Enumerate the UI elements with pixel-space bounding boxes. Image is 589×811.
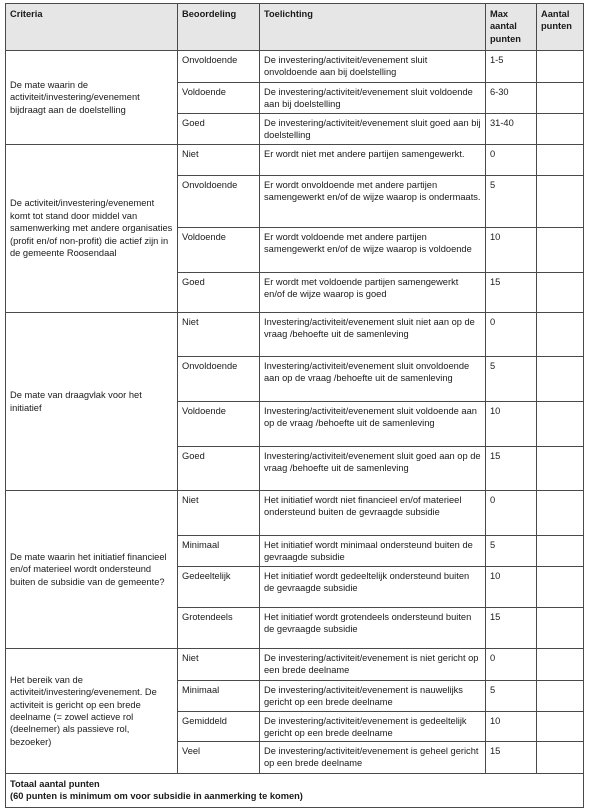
beoordeling-cell: Goed: [178, 273, 260, 313]
max-punten-cell: 0: [486, 491, 537, 536]
toelichting-cell: De investering/activiteit/evenement is nauwelijks gericht op een brede deelname: [260, 681, 486, 712]
toelichting-cell: Investering/activiteit/evenement sluit voldoende aan op de vraag /behoefte uit de samenleving: [260, 402, 486, 447]
table-header-row: [6, 4, 584, 51]
max-punten-cell: 5: [486, 536, 537, 567]
table-row: [6, 313, 584, 357]
header-toelichting: Toelichting: [260, 4, 486, 51]
table-row: [6, 649, 584, 681]
beoordeling-cell: Gemiddeld: [178, 712, 260, 742]
header-beoordeling: Beoordeling: [178, 4, 260, 51]
beoordeling-cell: Niet: [178, 649, 260, 681]
aantal-punten-cell[interactable]: [537, 313, 584, 357]
toelichting-cell: Er wordt met voldoende partijen samengewerkt en/of de wijze waarop is goed: [260, 273, 486, 313]
max-punten-cell: 0: [486, 649, 537, 681]
aantal-punten-cell[interactable]: [537, 176, 584, 228]
aantal-punten-cell[interactable]: [537, 228, 584, 273]
aantal-punten-cell[interactable]: [537, 273, 584, 313]
toelichting-cell: Er wordt niet met andere partijen samengewerkt.: [260, 145, 486, 176]
max-punten-cell: 15: [486, 742, 537, 774]
max-punten-cell: 15: [486, 608, 537, 649]
beoordeling-cell: Gedeeltelijk: [178, 567, 260, 608]
toelichting-cell: Het initiatief wordt grotendeels ondersteund buiten de gevraagde subsidie: [260, 608, 486, 649]
max-punten-cell: 0: [486, 313, 537, 357]
criterion-cell: Het bereik van de activiteit/investering/evenement. De activiteit is gericht op een brede deelname (= zowel actieve rol (deelnemer) als passieve rol, bezoeker): [6, 649, 178, 774]
total-note: (60 punten is minimum om voor subsidie in aanmerking te komen): [10, 791, 303, 802]
beoordeling-cell: Minimaal: [178, 681, 260, 712]
toelichting-cell: Het initiatief wordt gedeeltelijk ondersteund buiten de gevraagde subsidie: [260, 567, 486, 608]
header-max-punten: Max aantal punten: [486, 4, 537, 51]
table-row: [6, 51, 584, 83]
aantal-punten-cell[interactable]: [537, 447, 584, 491]
toelichting-cell: Er wordt voldoende met andere partijen samengewerkt en/of de wijze waarop is voldoende: [260, 228, 486, 273]
beoordeling-cell: Niet: [178, 145, 260, 176]
aantal-punten-cell[interactable]: [537, 649, 584, 681]
toelichting-cell: Het initiatief wordt minimaal ondersteund buiten de gevraagde subsidie: [260, 536, 486, 567]
aantal-punten-cell[interactable]: [537, 145, 584, 176]
max-punten-cell: 15: [486, 273, 537, 313]
max-punten-cell: 10: [486, 402, 537, 447]
max-punten-cell: 0: [486, 145, 537, 176]
table-row: [6, 491, 584, 536]
max-punten-cell: 6-30: [486, 83, 537, 114]
max-punten-cell: 10: [486, 228, 537, 273]
max-punten-cell: 15: [486, 447, 537, 491]
toelichting-cell: Het initiatief wordt niet financieel en/of materieel ondersteund buiten de gevraagde subsidie: [260, 491, 486, 536]
aantal-punten-cell[interactable]: [537, 742, 584, 774]
max-punten-cell: 31-40: [486, 114, 537, 145]
beoordeling-cell: Voldoende: [178, 83, 260, 114]
beoordeling-cell: Minimaal: [178, 536, 260, 567]
beoordeling-cell: Goed: [178, 447, 260, 491]
toelichting-cell: De investering/activiteit/evenement sluit onvoldoende aan bij doelstelling: [260, 51, 486, 83]
toelichting-cell: De investering/activiteit/evenement sluit goed aan bij doelstelling: [260, 114, 486, 145]
beoordeling-cell: Voldoende: [178, 402, 260, 447]
aantal-punten-cell[interactable]: [537, 51, 584, 83]
toelichting-cell: Investering/activiteit/evenement sluit niet aan op de vraag /behoefte uit de samenleving: [260, 313, 486, 357]
total-label: Totaal aantal punten: [10, 779, 100, 789]
max-punten-cell: 1-5: [486, 51, 537, 83]
beoordeling-cell: Veel: [178, 742, 260, 774]
beoordeling-cell: Voldoende: [178, 228, 260, 273]
table-body: [6, 51, 584, 774]
criterion-cell: De activiteit/investering/evenement komt tot stand door middel van samenwerking met andere organisaties (profit en/of non-profit) die actief zijn in de gemeente Roosendaal: [6, 145, 178, 313]
criterion-cell: De mate van draagvlak voor het initiatief: [6, 313, 178, 491]
beoordeling-cell: Onvoldoende: [178, 51, 260, 83]
toelichting-cell: De investering/activiteit/evenement is geheel gericht op een brede deelname: [260, 742, 486, 774]
aantal-punten-cell[interactable]: [537, 567, 584, 608]
aantal-punten-cell[interactable]: [537, 536, 584, 567]
max-punten-cell: 10: [486, 567, 537, 608]
aantal-punten-cell[interactable]: [537, 491, 584, 536]
toelichting-cell: Er wordt onvoldoende met andere partijen samengewerkt en/of de wijze waarop is ondermaats.: [260, 176, 486, 228]
toelichting-cell: Investering/activiteit/evenement sluit goed aan op de vraag /behoefte uit de samenleving: [260, 447, 486, 491]
toelichting-cell: De investering/activiteit/evenement is gedeeltelijk gericht op een brede deelname: [260, 712, 486, 742]
scoring-criteria-table: [5, 3, 584, 808]
max-punten-cell: 10: [486, 712, 537, 742]
max-punten-cell: 5: [486, 357, 537, 402]
max-punten-cell: 5: [486, 681, 537, 712]
beoordeling-cell: Niet: [178, 491, 260, 536]
aantal-punten-cell[interactable]: [537, 83, 584, 114]
max-punten-cell: 5: [486, 176, 537, 228]
aantal-punten-cell[interactable]: [537, 608, 584, 649]
aantal-punten-cell[interactable]: [537, 114, 584, 145]
beoordeling-cell: Niet: [178, 313, 260, 357]
toelichting-cell: De investering/activiteit/evenement is niet gericht op een brede deelname: [260, 649, 486, 681]
beoordeling-cell: Goed: [178, 114, 260, 145]
aantal-punten-cell[interactable]: [537, 402, 584, 447]
criterion-cell: De mate waarin de activiteit/investering/evenement bijdraagt aan de doelstelling: [6, 51, 178, 145]
beoordeling-cell: Grotendeels: [178, 608, 260, 649]
header-aantal-punten: Aantal punten: [537, 4, 584, 51]
total-cell: [6, 774, 584, 808]
header-criteria: Criteria: [6, 4, 178, 51]
toelichting-cell: De investering/activiteit/evenement sluit voldoende aan bij doelstelling: [260, 83, 486, 114]
scoring-document: [5, 3, 584, 808]
total-row: [6, 774, 584, 808]
toelichting-cell: Investering/activiteit/evenement sluit onvoldoende aan op de vraag /behoefte uit de samenleving: [260, 357, 486, 402]
criterion-cell: De mate waarin het initiatief financieel en/of materieel wordt ondersteund buiten de subsidie van de gemeente?: [6, 491, 178, 649]
aantal-punten-cell[interactable]: [537, 357, 584, 402]
table-row: [6, 145, 584, 176]
aantal-punten-cell[interactable]: [537, 712, 584, 742]
beoordeling-cell: Onvoldoende: [178, 176, 260, 228]
beoordeling-cell: Onvoldoende: [178, 357, 260, 402]
aantal-punten-cell[interactable]: [537, 681, 584, 712]
